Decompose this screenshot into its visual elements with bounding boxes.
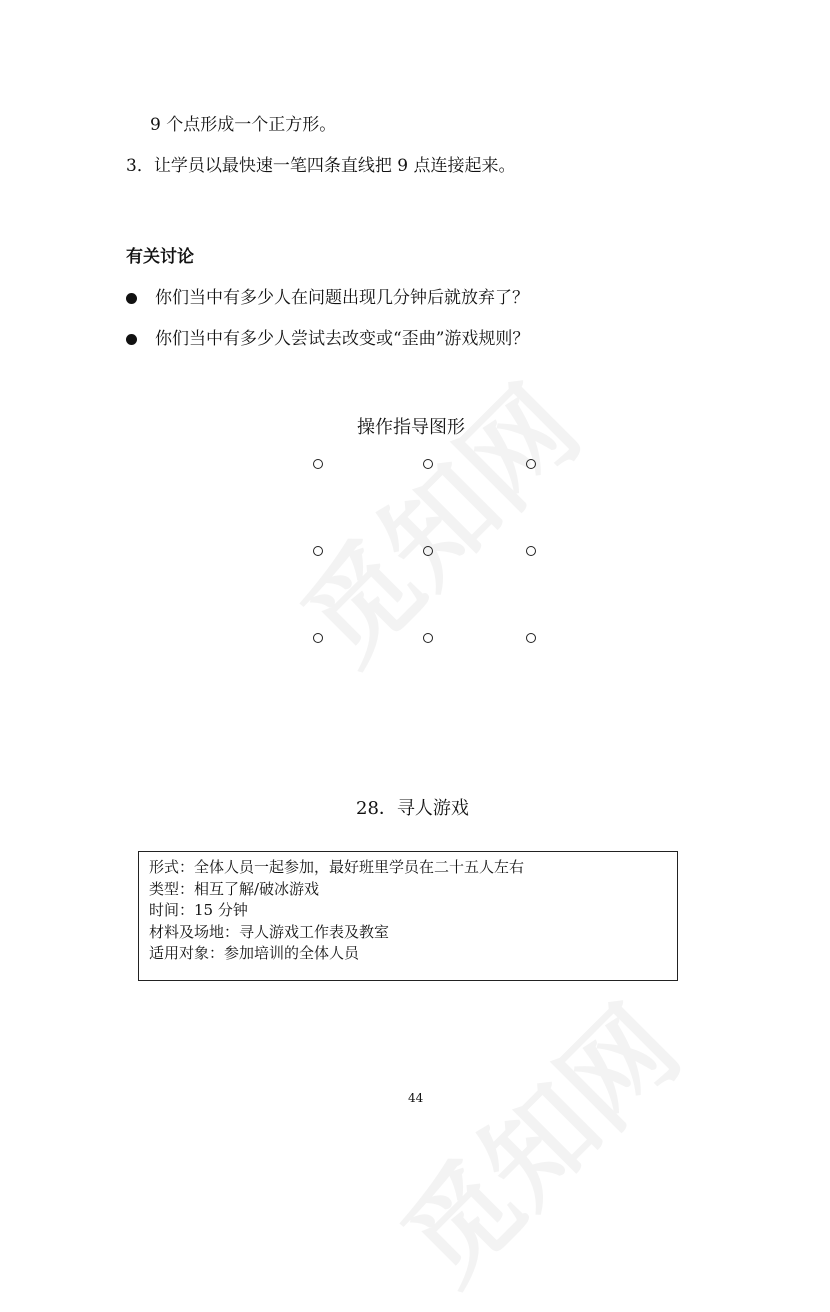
dot-icon xyxy=(313,459,323,469)
bullet-text: 你们当中有多少人尝试去改变或“歪曲”游戏规则？ xyxy=(155,329,530,349)
bullet-text: 你们当中有多少人在问题出现几分钟后就放弃了？ xyxy=(155,288,529,308)
info-materials: 材料及场地：寻人游戏工作表及教室 xyxy=(149,922,390,941)
dot-icon xyxy=(526,546,536,556)
info-box xyxy=(138,851,678,981)
info-form: 形式：全体人员一起参加，最好班里学员在二十五人左右 xyxy=(149,858,525,876)
dot-icon xyxy=(423,546,433,556)
dot-icon xyxy=(423,633,433,643)
page-number: 44 xyxy=(408,1091,424,1105)
dot-icon xyxy=(526,633,536,643)
discussion-heading: 有关讨论 xyxy=(126,247,194,267)
line-continuation: 9 个点形成一个正方形。 xyxy=(150,115,337,135)
step-3: 3．让学员以最快速一笔四条直线把 9 点连接起来。 xyxy=(126,156,516,176)
bullet-icon xyxy=(126,334,137,345)
dot-icon xyxy=(423,459,433,469)
info-type: 类型：相互了解/破冰游戏 xyxy=(149,879,320,898)
figure-caption: 操作指导图形 xyxy=(357,417,465,438)
section-title: 28．寻人游戏 xyxy=(356,798,469,819)
dot-icon xyxy=(313,633,323,643)
bullet-icon xyxy=(126,293,137,304)
info-time: 时间：15 分钟 xyxy=(149,901,248,919)
watermark-bottom xyxy=(362,966,707,1311)
dot-icon xyxy=(526,459,536,469)
dot-icon xyxy=(313,546,323,556)
info-audience: 适用对象：参加培训的全体人员 xyxy=(149,944,360,962)
